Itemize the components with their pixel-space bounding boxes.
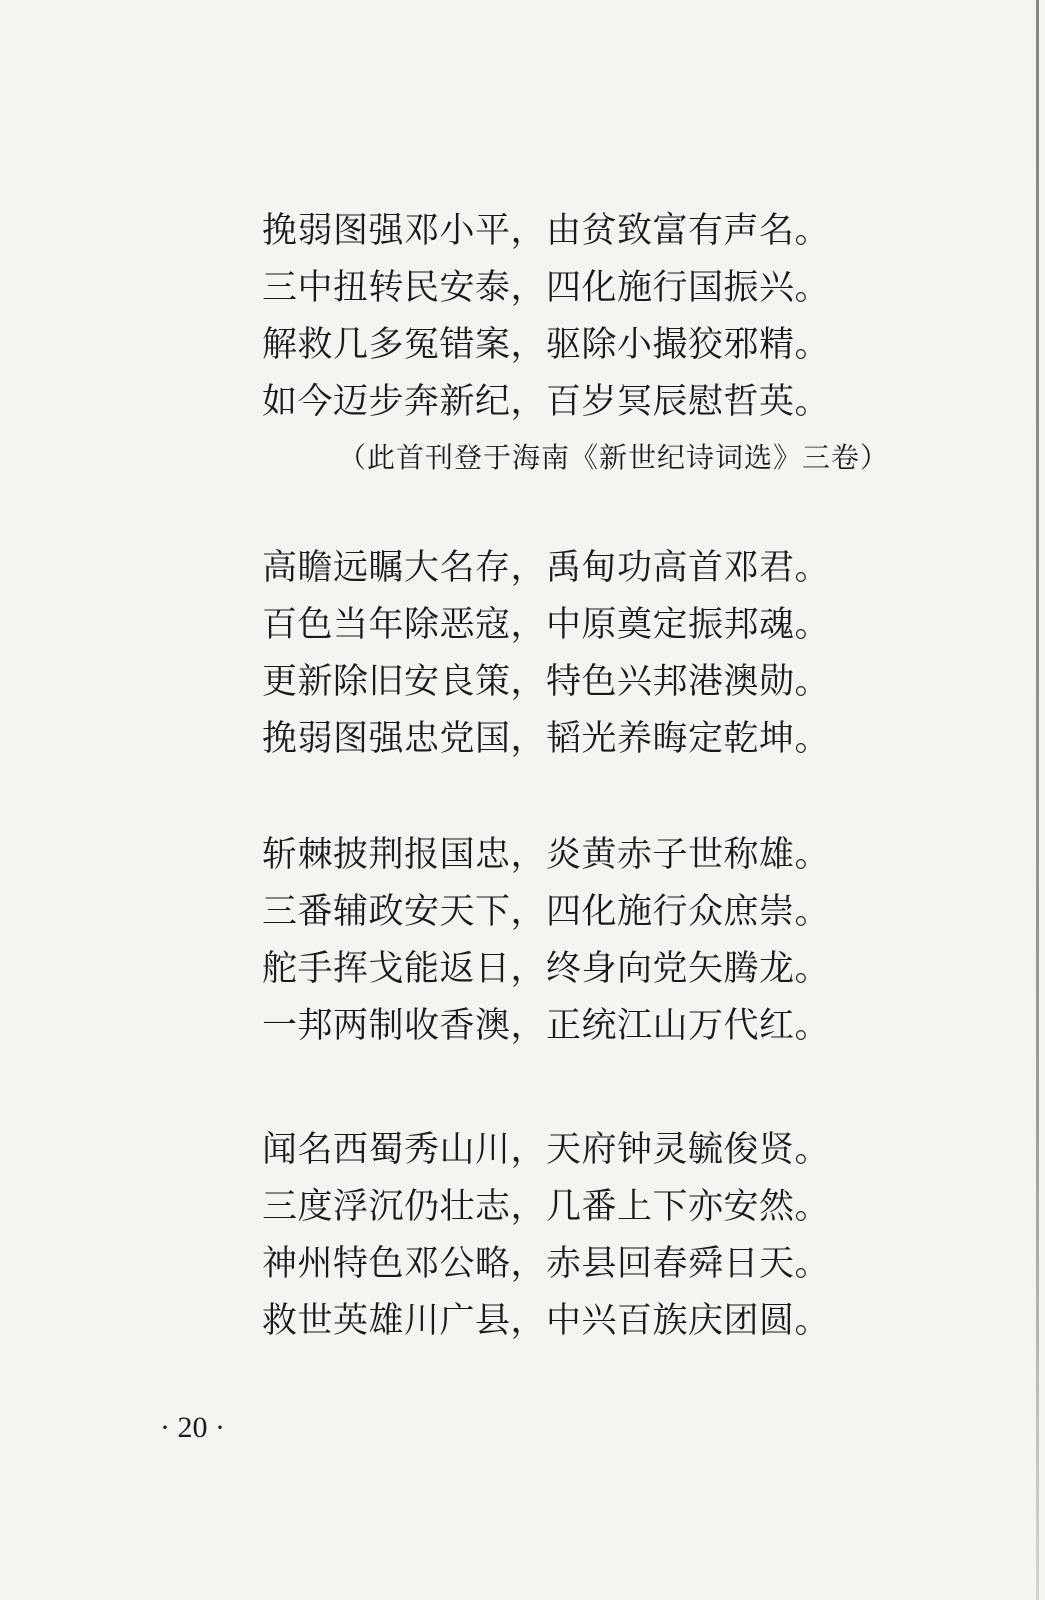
poem-line: 救世英雄川广县，中兴百族庆团圆。 <box>262 1301 831 1341</box>
publication-note: （此首刊登于海南《新世纪诗词选》三卷） <box>338 441 890 474</box>
poem-stanza-4 <box>262 1122 831 1350</box>
poem-line: 三度浮沉仍壮志，几番上下亦安然。 <box>262 1187 831 1227</box>
poem-line: 高瞻远瞩大名存，禹甸功高首邓君。 <box>262 548 831 588</box>
page-edge-shadow <box>1036 0 1039 1600</box>
poem-line: 如今迈步奔新纪，百岁冥辰慰哲英。 <box>262 382 831 422</box>
poem-line: 解救几多冤错案，驱除小撮狡邪精。 <box>262 325 831 365</box>
poem-line: 百色当年除恶寇，中原奠定振邦魂。 <box>262 605 831 645</box>
poem-line: 斩棘披荆报国忠，炎黄赤子世称雄。 <box>262 835 831 875</box>
page-number: · 20 · <box>160 1411 225 1444</box>
poem-line: 挽弱图强邓小平，由贫致富有声名。 <box>262 211 831 251</box>
poem-line: 挽弱图强忠党国，韬光养晦定乾坤。 <box>262 719 831 759</box>
poem-line: 舵手挥戈能返日，终身向党矢腾龙。 <box>262 949 831 989</box>
poem-stanza-3 <box>262 827 831 1055</box>
poem-line: 更新除旧安良策，特色兴邦港澳勋。 <box>262 662 831 702</box>
poem-stanza-2 <box>262 540 831 768</box>
poem-line: 三中扭转民安泰，四化施行国振兴。 <box>262 268 831 308</box>
poem-line: 神州特色邓公略，赤县回春舜日天。 <box>262 1244 831 1284</box>
poem-line: 一邦两制收香澳，正统江山万代红。 <box>262 1006 831 1046</box>
poem-line: 三番辅政安天下，四化施行众庶崇。 <box>262 892 831 932</box>
poem-stanza-1 <box>262 203 831 431</box>
poem-line: 闻名西蜀秀山川，天府钟灵毓俊贤。 <box>262 1130 831 1170</box>
